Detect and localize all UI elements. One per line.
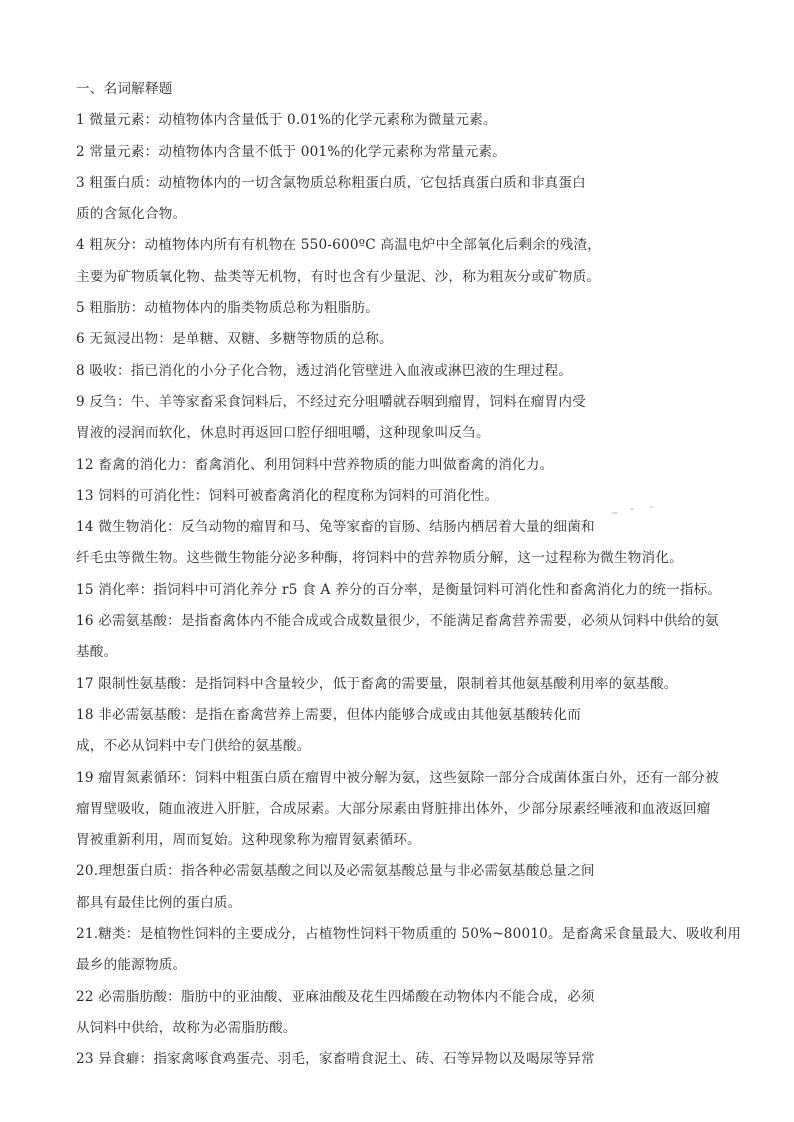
text-line: 2 常量元素：动植物体内含量不低于 001%的化学元素称为常量元素。 <box>76 143 506 160</box>
text-line: 胃被重新利用，周而复始。这种现象称为瘤胃氨素循环。 <box>76 832 421 849</box>
text-line: 5 粗脂肪：动植物体内的脂类物质总称为粗脂肪。 <box>76 300 380 317</box>
text-line: 基酸。 <box>76 644 118 661</box>
text-line: 20.理想蛋白质：指各种必需氨基酸之间以及必需氨基酸总量与非必需氨基酸总量之间 <box>76 863 595 880</box>
text-line: 质的含氮化合物。 <box>76 206 187 223</box>
text-line: 17 限制性氨基酸：是指饲料中含量较少，低于畜禽的需要量，限制着其他氨基酸利用率的氨基酸。 <box>76 675 678 692</box>
text-line: 23 异食癖：指家禽啄食鸡蛋壳、羽毛，家畜啃食泥土、砖、石等异物以及喝尿等异常 <box>76 1051 595 1068</box>
text-line: 从饲料中供给，故称为必需脂肪酸。 <box>76 1019 297 1036</box>
scan-speck <box>630 508 634 510</box>
text-line: 22 必需脂肪酸：脂肪中的亚油酸、亚麻油酸及花生四烯酸在动物体内不能合成，必须 <box>76 988 595 1005</box>
text-line: 瘤胃壁吸收，随血液进入肝脏，合成尿素。大部分尿素由肾脏排出体外，少部分尿素经唾液和血液返回瘤 <box>76 800 711 817</box>
text-line: 16 必需氨基酸：是指畜禽体内不能合成或合成数量很少，不能满足畜禽营养需要，必须从饲料中供给的氨 <box>76 613 719 630</box>
text-line: 纤毛虫等微生物。这些微生物能分泌多种酶，将饲料中的营养物质分解，这一过程称为微生物消化。 <box>76 550 683 567</box>
text-line: 18 非必需氨基酸：是指在畜禽营养上需要，但体内能够合成或由其他氨基酸转化而 <box>76 706 581 723</box>
text-line: 胃液的浸润而软化，休息时再返回口腔仔细咀嚼，这种现象叫反刍。 <box>76 425 490 442</box>
scan-speck <box>612 512 618 514</box>
text-line: 9 反刍：牛、羊等家畜采食饲料后，不经过充分咀嚼就吞咽到瘤胃，饲料在瘤胃内受 <box>76 393 586 410</box>
text-line: 4 粗灰分：动植物体内所有有机物在 550-600ºC 高温电炉中全部氧化后剩余的残渣， <box>76 237 602 254</box>
text-line: 21.糖类：是植物性饲料的主要成分，占植物性饲料干物质重的 50%~80010。是畜禽采食量最大、吸收利用 <box>76 926 742 943</box>
text-line: 1 微量元素：动植物体内含量低于 0.01%的化学元素称为微量元素。 <box>76 112 497 129</box>
text-line: 最乡的能源物质。 <box>76 957 187 974</box>
text-line: 3 粗蛋白质：动植物体内的一切含氯物质总称粗蛋白质，它包括真蛋白质和非真蛋白 <box>76 174 586 191</box>
text-line: 成，不必从饲料中专门供给的氨基酸。 <box>76 738 311 755</box>
text-line: 8 吸收：指已消化的小分子化合物，透过消化管壁进入血液或淋巴液的生理过程。 <box>76 362 573 379</box>
text-line: 12 畜禽的消化力：畜禽消化、利用饲料中营养物质的能力叫做畜禽的消化力。 <box>76 456 554 473</box>
text-line: 14 微生物消化：反刍动物的瘤胃和马、兔等家畜的盲肠、结肠内栖居着大量的细菌和 <box>76 519 595 536</box>
text-line: 15 消化率：指饲料中可消化养分 r5 食 A 养分的百分率，是衡量饲料可消化性和畜禽消化力的统一指标。 <box>76 581 722 598</box>
text-line: 主要为矿物质氧化物、盐类等无机物，有时也含有少量泥、沙，称为粗灰分或矿物质。 <box>76 268 601 285</box>
document-body <box>76 74 742 1076</box>
text-line: 6 无氮浸出物：是单糖、双糖、多糖等物质的总称。 <box>76 331 393 348</box>
section-heading: 一、名词解释题 <box>76 81 173 97</box>
text-line: 13 饲料的可消化性：饲料可被畜禽消化的程度称为饲料的可消化性。 <box>76 487 499 504</box>
text-line: 都具有最佳比例的蛋白质。 <box>76 894 242 911</box>
scan-speck <box>650 506 653 508</box>
text-line: 19 瘤胃氮素循环：饲料中粗蛋白质在瘤胃中被分解为氨，这些氨除一部分合成菌体蛋白外，还有一部分被 <box>76 769 719 786</box>
